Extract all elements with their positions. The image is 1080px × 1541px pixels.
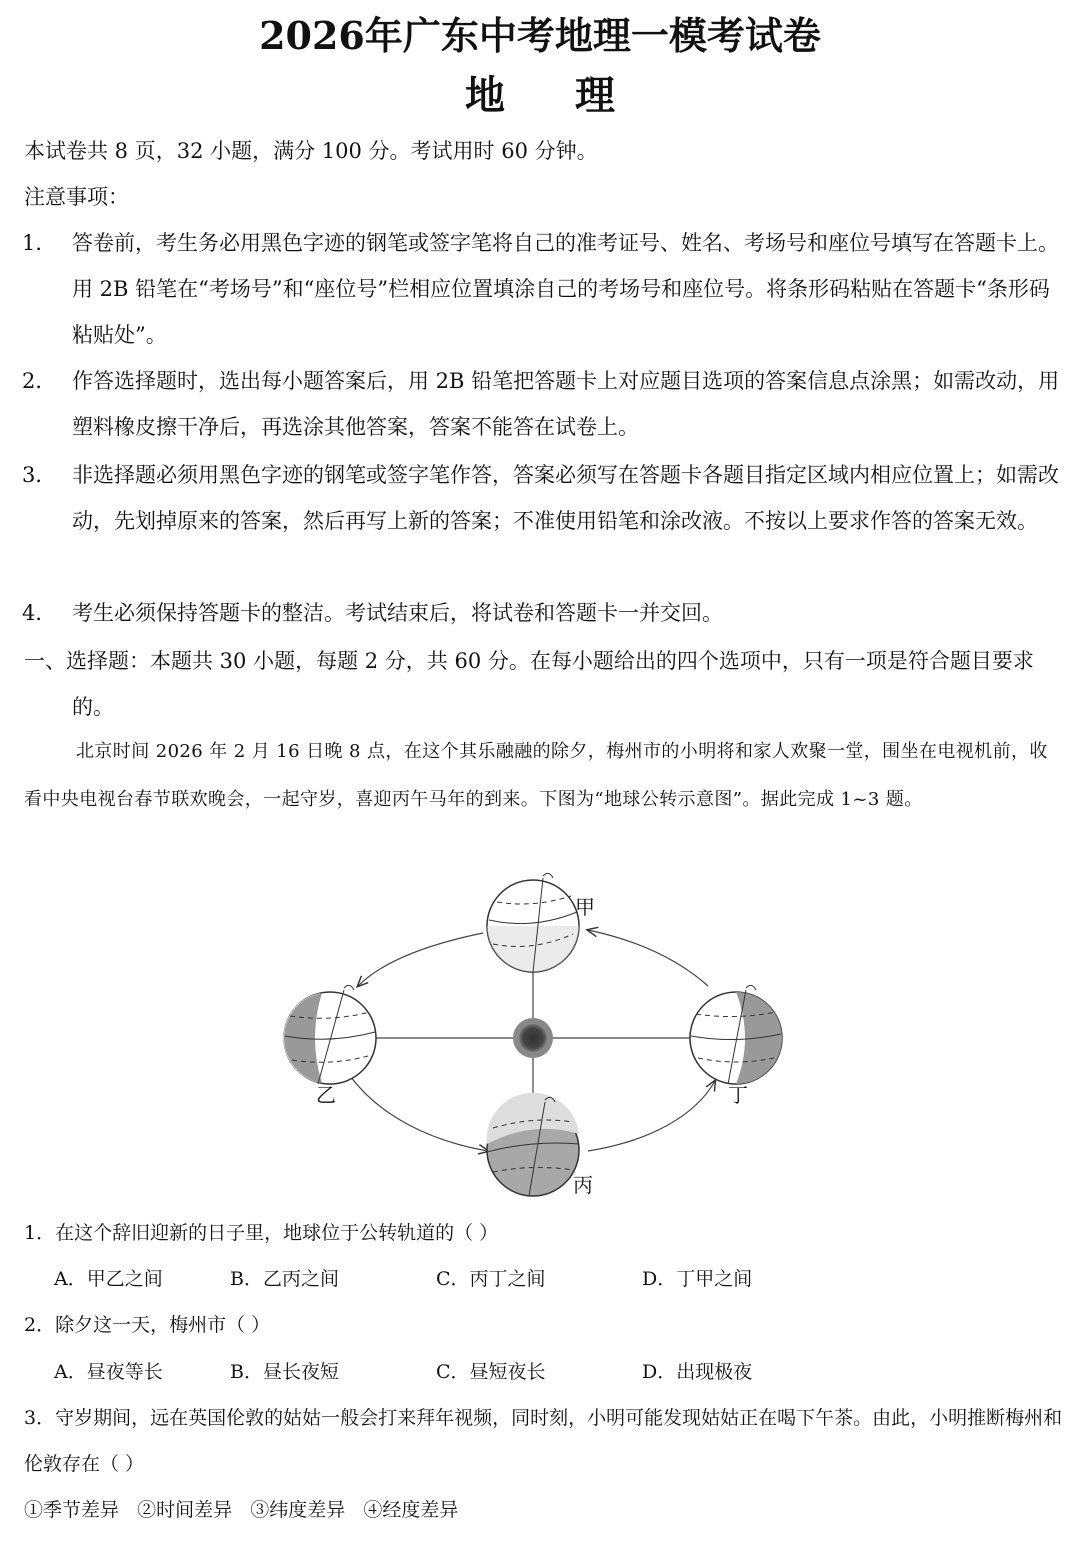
earth-icon (487, 873, 579, 972)
question-2-option-c: C．昼短夜长 (436, 1361, 546, 1383)
section-heading (24, 638, 1064, 730)
notice-item-number: 3． (22, 463, 57, 487)
question-2-option-b: B．昼长夜短 (230, 1361, 339, 1383)
question-3-stem: 3．守岁期间，远在英国伦敦的姑姑一般会打来拜年视频，同时刻，小明可能发现姑姑正在喝下午茶。由此，小明推断梅州和伦敦存在（ ） (24, 1407, 1063, 1475)
question-2-option-d: D．出现极夜 (642, 1361, 753, 1383)
earth-icon (690, 985, 782, 1084)
notice-item-text: 作答选择题时，选出每小题答案后，用 2B 铅笔把答题卡上对应题目选项的答案信息点涂黑；如需改动，用塑料橡皮擦干净后，再选涂其他答案，答案不能答在试卷上。 (72, 369, 1060, 439)
position-label-yi: 乙 (316, 1083, 336, 1107)
earth-icon (487, 1093, 579, 1196)
notice-item-1 (22, 220, 1064, 358)
question-3-choices: ①季节差异 ②时间差异 ③纬度差异 ④经度差异 (24, 1499, 459, 1521)
question-2-stem: 2．除夕这一天，梅州市（ ） (24, 1314, 271, 1336)
question-1-option-a: A．甲乙之间 (54, 1268, 163, 1290)
question-2-option-a: A．昼夜等长 (54, 1361, 163, 1383)
reading-passage: 北京时间 2026 年 2 月 16 日晚 8 点，在这个其乐融融的除夕，梅州市的小明将和家人欢聚一堂，围坐在电视机前，收看中央电视台春节联欢晚会，一起守岁，喜迎丙午马年的到来。下图为“地球公转示意图”。据此完成 1~3 题。 (24, 741, 1048, 810)
subject-title: 地 理 (465, 72, 643, 119)
position-label-bing: 丙 (573, 1173, 593, 1197)
position-label-jia: 甲 (575, 895, 595, 919)
position-label-ding: 丁 (728, 1083, 748, 1107)
notice-item-4 (22, 590, 1064, 636)
notice-item-2 (22, 358, 1064, 450)
notice-heading: 注意事项： (24, 185, 129, 209)
notice-item-number: 1． (22, 231, 57, 255)
page-title: 2026年广东中考地理一模考试卷 (259, 13, 821, 58)
notice-item-text: 答卷前，考生务必用黑色字迹的钢笔或签字笔将自己的准考证号、姓名、考场号和座位号填写在答题卡上。用 2B 铅笔在“考场号”和“座位号”栏相应位置填涂自己的考场号和座位号。将条形码粘贴在答题卡“条形码粘贴处”。 (72, 231, 1059, 347)
section-number: 一、 (24, 649, 66, 673)
notice-item-number: 4． (22, 601, 57, 625)
question-1-stem: 1．在这个辞旧迎新的日子里，地球位于公转轨道的（ ） (24, 1222, 499, 1244)
notice-item-text: 考生必须保持答题卡的整洁。考试结束后，将试卷和答题卡一并交回。 (72, 601, 723, 625)
question-1-option-b: B．乙丙之间 (230, 1268, 339, 1290)
notice-item-number: 2． (22, 369, 57, 393)
sun-icon (513, 1018, 553, 1058)
question-1-option-d: D．丁甲之间 (642, 1268, 753, 1290)
earth-icon (284, 985, 376, 1084)
question-1-option-c: C．丙丁之间 (436, 1268, 546, 1290)
notice-item-text: 非选择题必须用黑色字迹的钢笔或签字笔作答，答案必须写在答题卡各题目指定区域内相应位置上；如需改动，先划掉原来的答案，然后再写上新的答案；不准使用铅笔和涂改液。不按以上要求作答的答案无效。 (72, 463, 1059, 533)
notice-item-3 (22, 452, 1064, 544)
earth-revolution-diagram (270, 866, 800, 1206)
section-text: 选择题：本题共 30 小题，每题 2 分，共 60 分。在每小题给出的四个选项中，只有一项是符合题目要求的。 (66, 649, 1034, 719)
exam-intro: 本试卷共 8 页，32 小题，满分 100 分。考试用时 60 分钟。 (24, 139, 598, 163)
